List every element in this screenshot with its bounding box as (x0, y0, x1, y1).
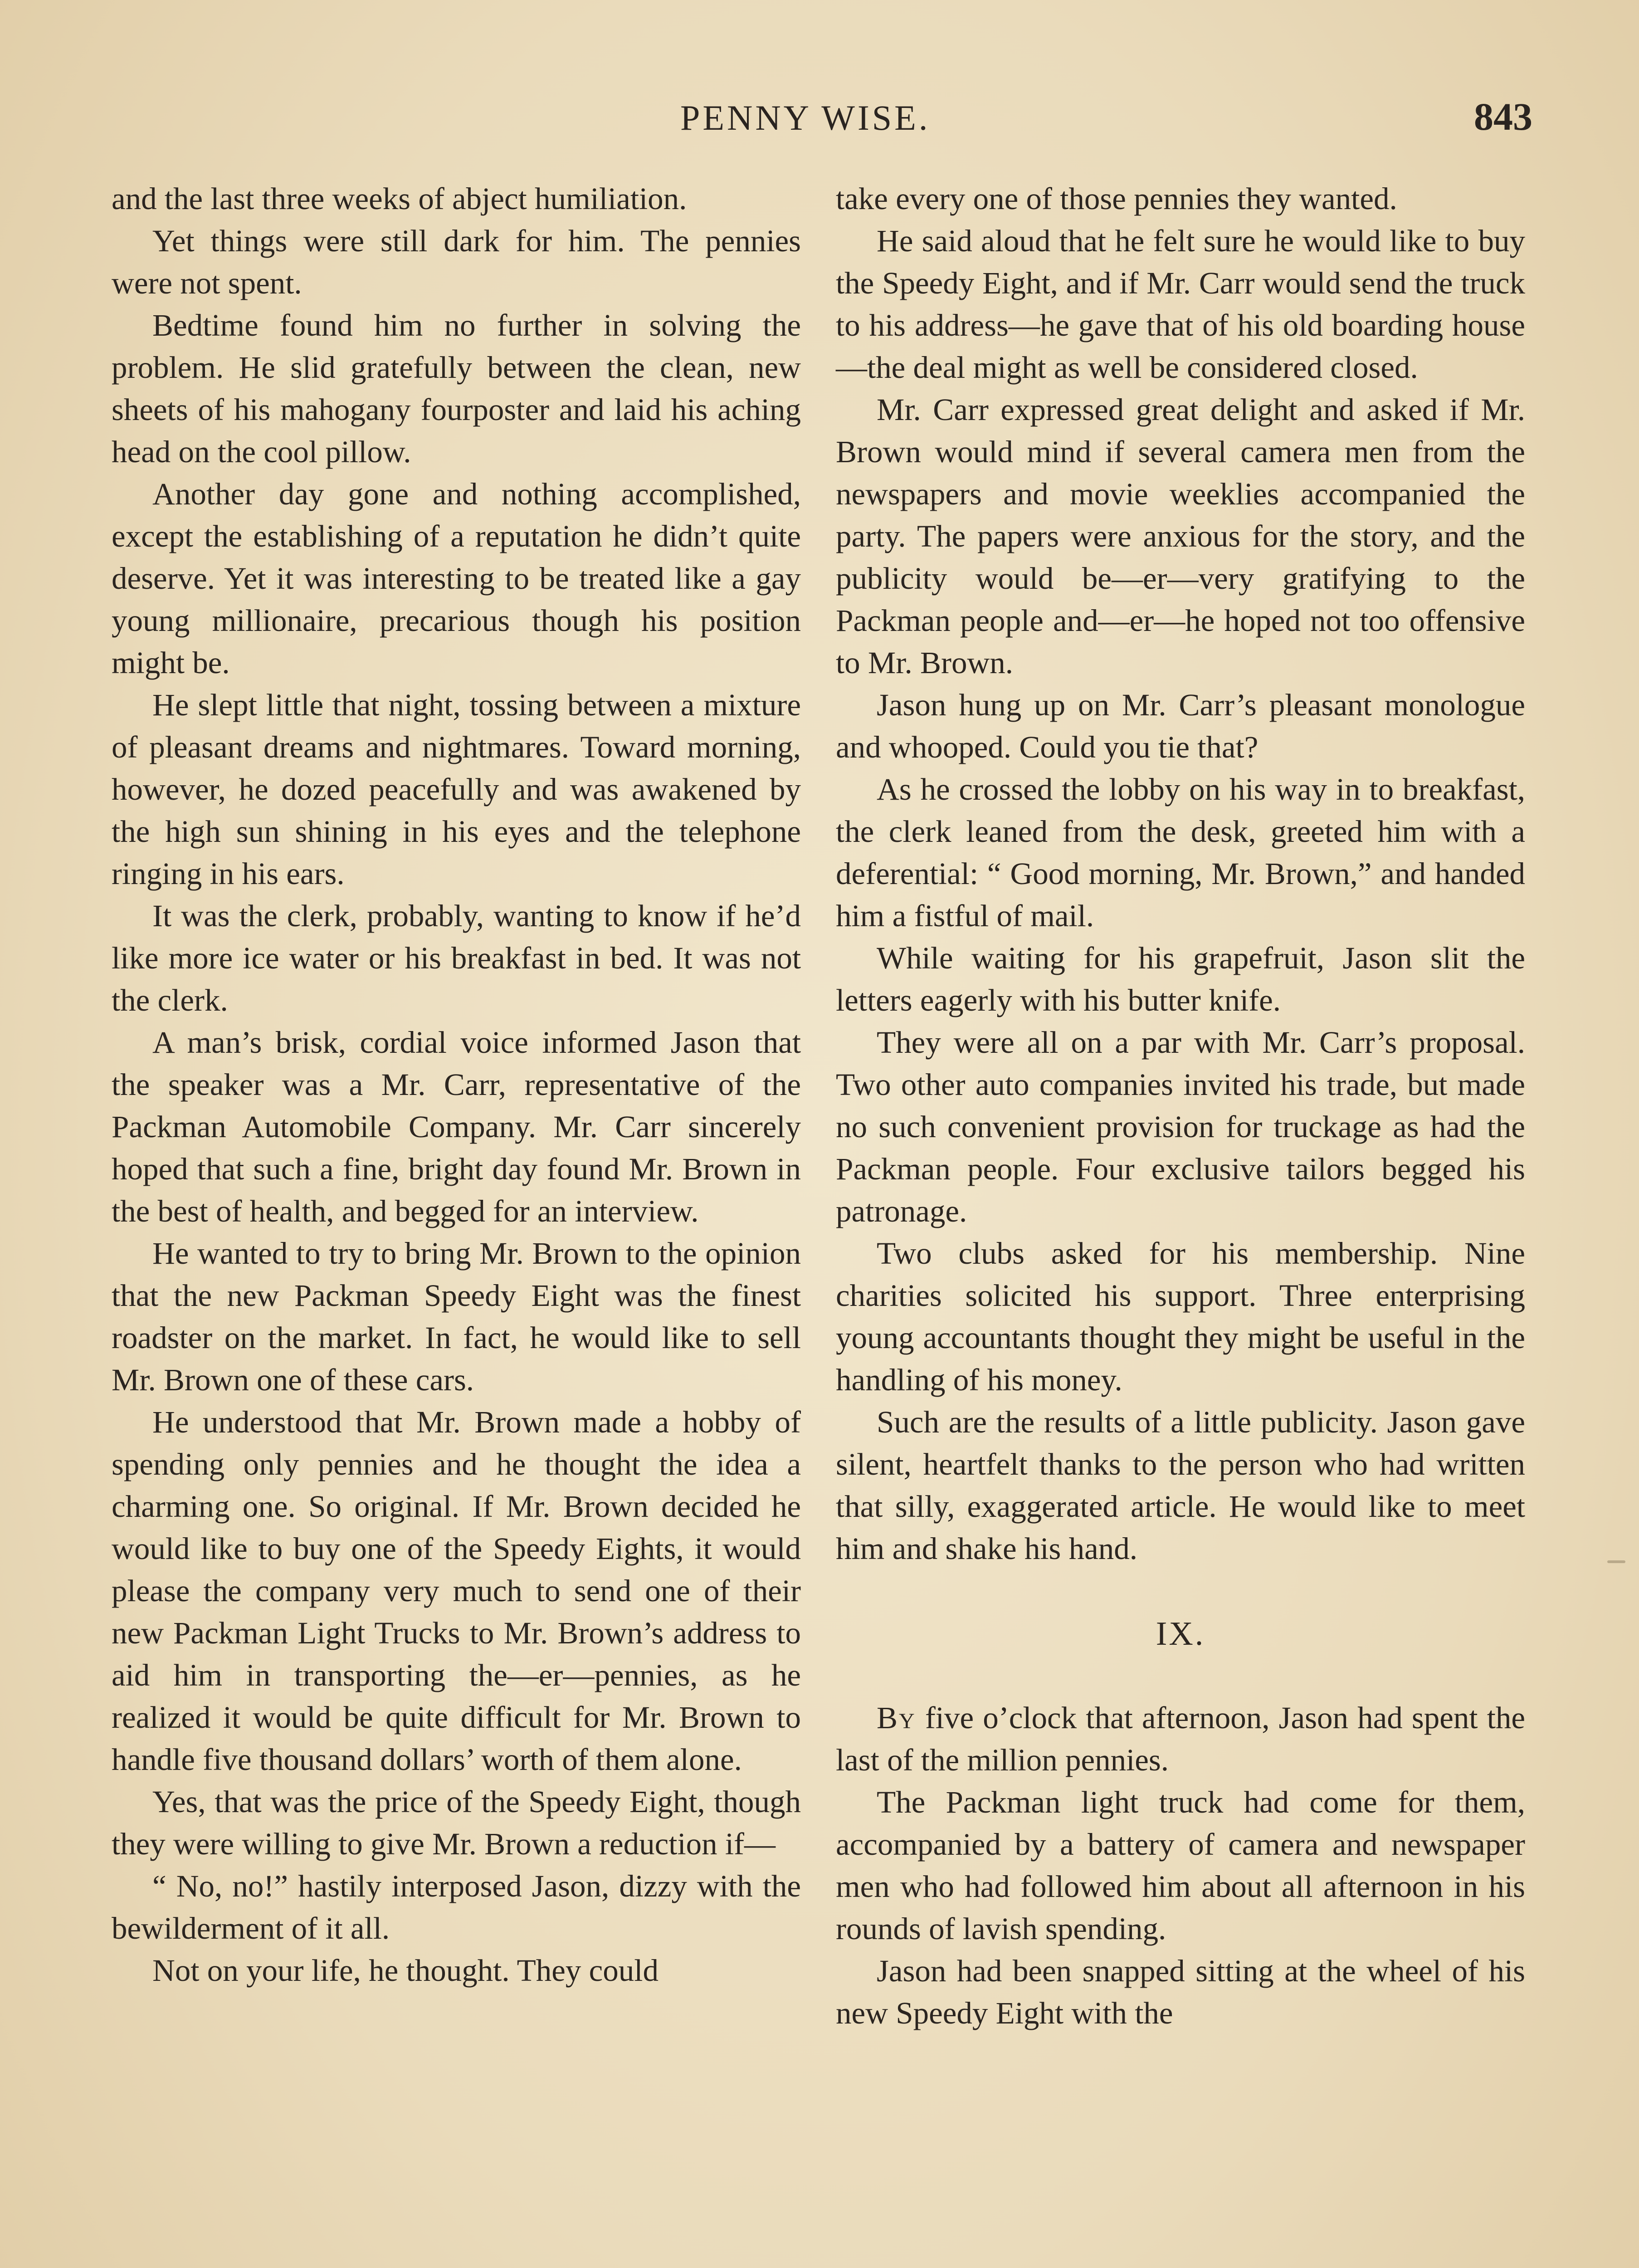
paragraph: Mr. Carr expressed great delight and asked if Mr. Brown would mind if several camera men from the newspapers and movie weeklies accompanied the party. The papers were anxious for the story, and the publicity would be—er—very gratifying to the Packman people and—er—he hoped not too offensive to Mr. Brown. (836, 392, 1525, 680)
paragraph: He wanted to try to bring Mr. Brown to the opinion that the new Packman Speedy Eight was the finest roadster on the market. In fact, he would like to sell Mr. Brown one of these cars. (112, 1236, 801, 1397)
paragraph: A man’s brisk, cordial voice informed Jason that the speaker was a Mr. Carr, representative of the Packman Automobile Company. Mr. Carr sincerely hoped that such a fine, bright day found Mr. Brown in the best of health, and begged for an interview. (112, 1025, 801, 1228)
running-title: PENNY WISE. (680, 98, 931, 137)
paragraph: The Packman light truck had come for them, accompanied by a battery of camera and newspaper men who had followed him about all afternoon in his rounds of lavish spending. (836, 1785, 1525, 1946)
right-column-text-after-chapter (836, 1697, 1525, 2034)
paragraph: Yet things were still dark for him. The pennies were not spent. (112, 224, 801, 300)
page-number: 843 (1474, 95, 1532, 138)
paragraph: It was the clerk, probably, wanting to know if he’d like more ice water or his breakfast in bed. It was not the clerk. (112, 899, 801, 1017)
right-column-text-before-chapter (836, 178, 1525, 1570)
chapter-opening-paragraph (836, 1697, 1525, 1781)
paragraph: Jason had been snapped sitting at the wheel of his new Speedy Eight with the (836, 1954, 1525, 2030)
opening-smallcaps: By (877, 1701, 916, 1735)
continued-paragraph: and the last three weeks of abject humiliation. (112, 181, 687, 216)
paragraph: Yes, that was the price of the Speedy Eight, though they were willing to give Mr. Brown a reduction if— (112, 1784, 801, 1861)
page-header (0, 95, 1639, 152)
paragraph: He understood that Mr. Brown made a hobby of spending only pennies and he thought the idea a charming one. So original. If Mr. Brown decided he would like to buy one of the Speedy Eights, it would please the company very much to send one of their new Packman Light Trucks to Mr. Brown’s address to aid him in transporting the—er—pennies, as he realized it would be quite difficult for Mr. Brown to handle five thousand dollars’ worth of them alone. (112, 1405, 801, 1777)
paragraph: Such are the results of a little publicity. Jason gave silent, heartfelt thanks to the person who had written that silly, exaggerated article. He would like to meet him and shake his hand. (836, 1405, 1525, 1566)
paragraph: As he crossed the lobby on his way in to breakfast, the clerk leaned from the desk, greeted him with a deferential: “ Good morning, Mr. Brown,” and handed him a fistful of mail. (836, 772, 1525, 933)
paragraph: He slept little that night, tossing between a mixture of pleasant dreams and nightmares. Toward morning, however, he dozed peacefully and was awakened by the high sun shining in his eyes and the telephone ringing in his ears. (112, 688, 801, 891)
left-text-column (112, 178, 801, 1992)
continued-paragraph: take every one of those pennies they wanted. (836, 181, 1397, 216)
margin-mark (1607, 1560, 1625, 1563)
paragraph: They were all on a par with Mr. Carr’s proposal. Two other auto companies invited his trade, but made no such convenient provision for truckage as had the Packman people. Four exclusive tailors begged his patronage. (836, 1025, 1525, 1228)
paragraph: Bedtime found him no further in solving the problem. He slid gratefully between the clean, new sheets of his mahogany fourposter and laid his aching head on the cool pillow. (112, 308, 801, 469)
right-text-column (836, 178, 1525, 2034)
chapter-heading: IX. (1156, 1615, 1205, 1652)
opening-rest: five o’clock that afternoon, Jason had spent the last of the million pennies. (836, 1701, 1525, 1777)
paragraph: “ No, no!” hastily interposed Jason, dizzy with the bewilderment of it all. (112, 1869, 801, 1945)
paragraph: Two clubs asked for his membership. Nine charities solicited his support. Three enterprising young accountants thought they might be useful in the handling of his money. (836, 1236, 1525, 1397)
paragraph: Jason hung up on Mr. Carr’s pleasant monologue and whooped. Could you tie that? (836, 688, 1525, 764)
paragraph: He said aloud that he felt sure he would like to buy the Speedy Eight, and if Mr. Carr would send the truck to his address—he gave that of his old boarding house—the deal might as well be considered closed. (836, 224, 1525, 385)
paragraph: Not on your life, he thought. They could (152, 1953, 659, 1988)
paragraph: Another day gone and nothing accomplished, except the establishing of a reputation he didn’t quite deserve. Yet it was interesting to be treated like a gay young millionaire, precarious though his position might be. (112, 477, 801, 680)
paragraph: While waiting for his grapefruit, Jason slit the letters eagerly with his butter knife. (836, 941, 1525, 1017)
